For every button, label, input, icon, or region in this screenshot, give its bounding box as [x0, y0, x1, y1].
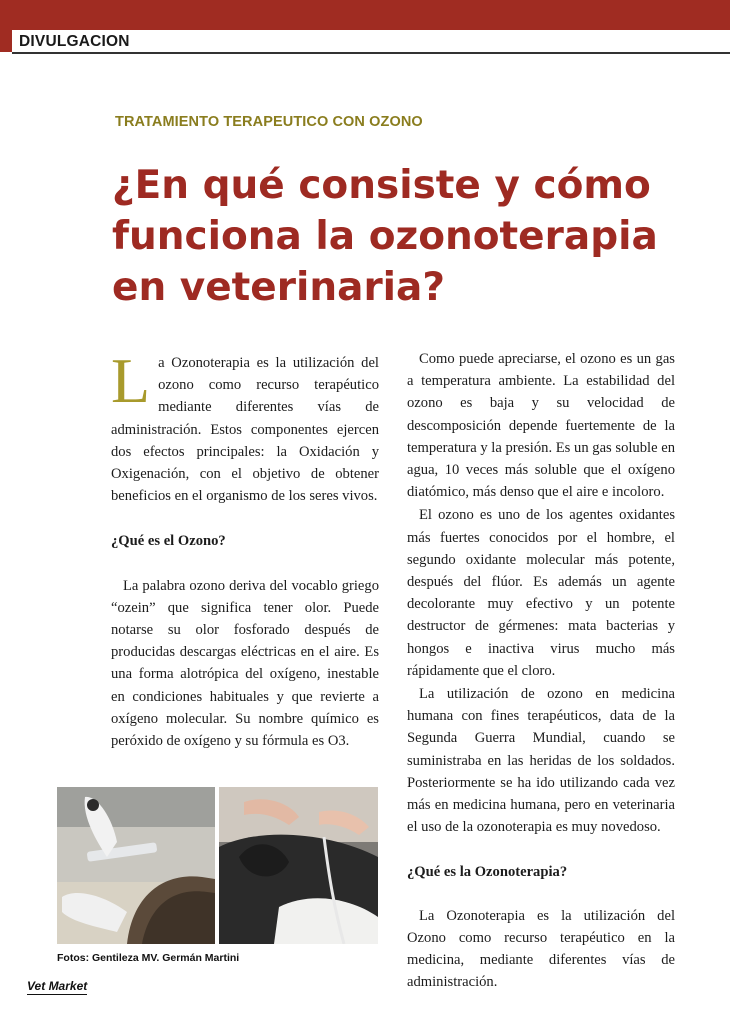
title-line: funciona la ozonoterapia: [112, 214, 658, 259]
photo-illustration: [219, 787, 378, 944]
section-label: DIVULGACION: [19, 33, 130, 50]
title-line: ¿En qué consiste y cómo: [112, 163, 651, 208]
paragraph: La palabra ozono deriva del vocablo griego “ozein” que significa tener olor. Puede notarse su olor fosforado después de producidas descargas eléctricas en el aire. Es una forma alotrópica del oxígeno, inestable en condiciones habituales y que revierte a oxígeno molecular. Su nombre químico es peróxido de oxígeno y su fórmula es O3.: [111, 577, 379, 750]
paragraph: El ozono es uno de los agentes oxidantes más fuertes conocidos por el hombre, el segundo oxidante molecular más potente, después del flúor. Es además un agente decolorante muy efectivo y un potente destructor de gérmenes: mata bacterias y hongos e inactiva virus mucho más rápidamente que el cloro.: [407, 507, 675, 679]
photo-cat-treatment: [219, 787, 378, 944]
article-column-right: [407, 348, 675, 993]
article-title: [112, 160, 692, 313]
photo-illustration: [57, 787, 215, 944]
paragraph: La Ozonoterapia es la utilización del Ozono como recurso terapéutico en la medicina, mediante diferentes vías de administración.: [407, 907, 675, 991]
photo-ozone-injection: [57, 787, 215, 944]
title-line: en veterinaria?: [112, 265, 445, 310]
paragraph: La utilización de ozono en medicina humana con fines terapéuticos, data de la Segunda Guerra Mundial, cuando se suministraba en las heridas de los soldados. Posteriormente se ha ido utilizando cada vez más en medicina humana, pero en veterinaria el uso de la ozonoterapia es muy novedoso.: [407, 686, 675, 836]
publication-footer: Vet Market: [27, 979, 88, 993]
photo-caption: Fotos: Gentileza MV. Germán Martini: [57, 952, 240, 964]
drop-cap: L: [111, 345, 151, 416]
article-column-left: [111, 345, 379, 752]
subheading-ozono: ¿Qué es el Ozono?: [111, 533, 226, 550]
intro-text: a Ozonoterapia es la utilización del ozono como recurso terapéutico mediante diferentes vías de administración. Estos componentes ejercen dos efectos principales: la Oxidación y Oxigenación, con el objetivo de obtener beneficios en el organismo de los seres vivos.: [111, 355, 379, 505]
article-kicker: TRATAMIENTO TERAPEUTICO CON OZONO: [115, 114, 423, 130]
subheading-ozonoterapia: ¿Qué es la Ozonoterapia?: [407, 864, 568, 881]
intro-paragraph: [111, 345, 379, 507]
paragraph: Como puede apreciarse, el ozono es un gas a temperatura ambiente. La estabilidad del ozono es baja y su velocidad de descomposición depende fuertemente de la temperatura y la presión. Es un gas soluble en agua, 10 veces más soluble que el oxígeno diatómico, más denso que el aire e incoloro.: [407, 351, 675, 501]
header-rule: [12, 52, 730, 54]
